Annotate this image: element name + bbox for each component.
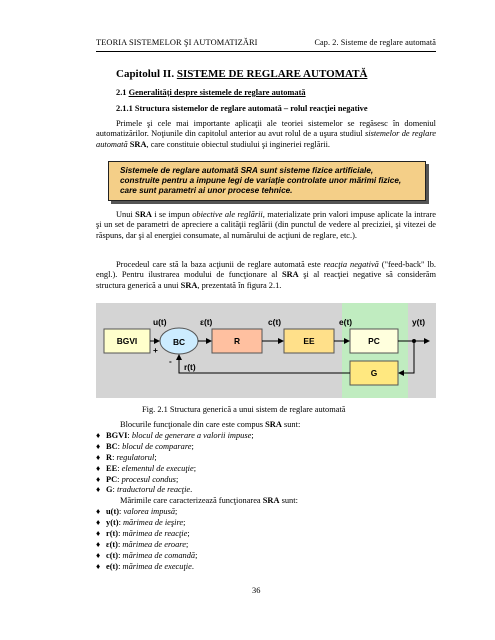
- definitions-list: [96, 420, 436, 573]
- punct: ;: [154, 452, 157, 462]
- list-item: [96, 540, 436, 551]
- paragraph-intro: [96, 119, 436, 150]
- punct: ;: [175, 507, 178, 517]
- text-run: i se impun: [151, 210, 193, 219]
- punct: ;: [185, 539, 189, 549]
- chapter-name: SISTEME DE REGLARE AUTOMATĂ: [176, 68, 368, 80]
- desc: blocul de comparare: [122, 441, 192, 451]
- bullet-icon: ♦: [96, 550, 101, 560]
- term: BC: [106, 441, 118, 451]
- bullet-icon: ♦: [96, 539, 101, 549]
- text-run: Procedeul care stă la baza acţiunii de reglare automată este: [116, 260, 324, 269]
- desc: traductorul de reacţie: [116, 485, 191, 495]
- separator: :: [112, 485, 117, 495]
- text-run: Unui: [116, 210, 136, 219]
- bullet-icon: ♦: [96, 452, 101, 462]
- figure-caption: Fig. 2.1 Structura generică a unui sistem de reglare automată: [142, 405, 346, 414]
- bullet-icon: ♦: [96, 518, 101, 528]
- desc: regulatorul: [116, 452, 155, 462]
- bullet-icon: ♦: [96, 529, 101, 539]
- block-g-label: G: [370, 368, 378, 378]
- term: PC: [106, 474, 118, 484]
- desc: mărimea de reacţie: [122, 529, 188, 539]
- desc: mărimea de comandă: [122, 550, 196, 560]
- chapter-title: [116, 68, 367, 80]
- desc: elementul de execuţie: [121, 463, 194, 473]
- list-item: [96, 475, 436, 486]
- punct: .: [191, 561, 194, 571]
- signal-u-label: u(t): [153, 317, 167, 327]
- term: c(t): [106, 550, 119, 560]
- italic-run: sistemelor de reglare automată: [96, 129, 436, 149]
- desc: mărimea de eroare: [122, 539, 186, 549]
- bold-run: SRA: [281, 270, 299, 280]
- term: R: [106, 452, 113, 462]
- term: ε(t): [106, 539, 118, 549]
- text-run: sunt:: [281, 420, 301, 429]
- sra-block-diagram: [96, 303, 436, 398]
- separator: :: [112, 452, 117, 462]
- italic-run: obiective ale reglării: [192, 210, 263, 219]
- bold-run: SRA: [135, 210, 152, 219]
- signal-y-label: y(t): [412, 317, 426, 327]
- section-heading-2-1: [116, 88, 306, 97]
- text-run: şi al reacţiei negative să considerăm structura generică a unui: [96, 270, 436, 290]
- separator: :: [117, 463, 122, 473]
- punct: ;: [175, 474, 179, 484]
- block-r-label: R: [233, 336, 241, 346]
- text-run: Blocurile funcţionale din care este compus: [120, 420, 266, 429]
- list-item: [96, 485, 436, 496]
- chapter-prefix: Capitolul II.: [116, 68, 177, 80]
- list-item: [96, 507, 436, 518]
- definition-text: Sistemele de reglare automată SRA sunt sisteme fizice artificiale, construite pentru a impune legi de variaţie controlate unor mărimi fizice, care sunt parametri ai unor procese tehnice.: [120, 166, 402, 196]
- signal-c-label: c(t): [268, 317, 282, 327]
- section-title: Generalităţi despre sistemele de reglare automată: [128, 88, 306, 97]
- signal-r-label: r(t): [184, 362, 196, 372]
- sign-minus: -: [169, 356, 172, 366]
- list-item: [96, 551, 436, 562]
- text-run: , prezentată în figura 2.1.: [197, 280, 282, 290]
- text-run: sunt:: [279, 496, 298, 506]
- block-bc-label: BC: [172, 337, 186, 347]
- paragraph-objectives: [96, 210, 436, 241]
- term: BGVI: [106, 430, 128, 440]
- list-intro: [96, 420, 436, 431]
- header-right: Cap. 2. Sisteme de reglare automată: [314, 38, 436, 47]
- text-run: Primele şi cele mai importante aplicaţii ale teoriei sistemelor se regăsesc în domeniul automatizărilor. Noţiunile din capitolul anterior au avut rolul de a uşura studiul: [96, 119, 436, 139]
- desc: procesul condus: [121, 474, 176, 484]
- desc: blocul de generare a valorii impuse: [131, 430, 252, 440]
- punct: ;: [187, 529, 190, 539]
- list-item: [96, 562, 436, 573]
- bullet-icon: ♦: [96, 474, 101, 484]
- desc: valorea impusă: [123, 507, 176, 517]
- list-item: [96, 431, 436, 442]
- separator: :: [119, 507, 124, 517]
- term: r(t): [106, 529, 119, 539]
- punct: ;: [195, 550, 198, 560]
- list-item: [96, 518, 436, 529]
- separator: :: [117, 441, 123, 451]
- bold-run: SRA: [127, 139, 147, 149]
- bullet-icon: ♦: [96, 485, 101, 495]
- term: y(t): [106, 518, 119, 528]
- italic-run: reacţia negativă: [323, 260, 379, 269]
- header-rule: [96, 51, 436, 52]
- desc: mărimea de execuţie: [122, 561, 192, 571]
- running-header: [96, 38, 436, 52]
- punct: ;: [251, 430, 254, 440]
- text-run: ("feed-back" lb. engl.). Pentru ilustrarea modului de funcţionare al: [96, 260, 436, 280]
- text-run: Mărimile care caracterizează funcţionarea: [120, 496, 263, 506]
- punct: ;: [191, 441, 194, 451]
- paragraph-feedback: [96, 260, 436, 291]
- separator: :: [117, 474, 122, 484]
- separator: :: [118, 518, 123, 528]
- separator: :: [117, 539, 123, 549]
- text-run: , materializate prin valori impuse aplicate la intrare şi un set de parametri de apreciere a calităţii reglării (din punctul de vedere al preciziei, şi vitezei de răspuns, dar şi al energiei consumate, al numărului de acţiuni de reglare, etc.).: [96, 210, 436, 240]
- signal-e-label: e(t): [339, 317, 353, 327]
- punct: .: [190, 485, 193, 495]
- bullet-icon: ♦: [96, 441, 101, 451]
- block-bgvi-label: BGVI: [116, 336, 138, 346]
- list-intro: [96, 496, 436, 507]
- bullet-icon: ♦: [96, 463, 101, 473]
- page-number: 36: [252, 586, 261, 595]
- signal-eps-label: ε(t): [200, 317, 213, 327]
- bold-run: SRA: [262, 496, 280, 506]
- separator: :: [118, 550, 123, 560]
- separator: :: [118, 529, 123, 539]
- punct: ;: [193, 463, 197, 473]
- bullet-icon: ♦: [96, 507, 101, 517]
- list-item: [96, 453, 436, 464]
- bullet-icon: ♦: [96, 561, 101, 571]
- block-ee-label: EE: [303, 336, 315, 346]
- term: EE: [106, 463, 118, 473]
- list-item: [96, 529, 436, 540]
- bullet-icon: ♦: [96, 430, 101, 440]
- bold-run: SRA: [180, 280, 198, 290]
- list-item: [96, 442, 436, 453]
- term: e(t): [106, 561, 119, 571]
- separator: :: [127, 430, 132, 440]
- text-run: , care constituie obiectul studiului şi ingineriei reglării.: [146, 139, 331, 149]
- header-left: TEORIA SISTEMELOR ŞI AUTOMATIZĂRI: [96, 38, 258, 47]
- desc: mărimea de ieşire: [122, 518, 184, 528]
- term: G: [106, 485, 113, 495]
- block-pc-label: PC: [368, 336, 380, 346]
- list-item: [96, 464, 436, 475]
- section-heading-2-1-1: 2.1.1 Structura sistemelor de reglare automată – rolul reacţiei negative: [116, 104, 368, 113]
- punct: ;: [183, 518, 186, 528]
- bold-run: SRA: [265, 420, 282, 429]
- sign-plus: +: [153, 345, 158, 355]
- section-number: 2.1: [116, 88, 129, 97]
- term: u(t): [106, 507, 120, 517]
- separator: :: [118, 561, 123, 571]
